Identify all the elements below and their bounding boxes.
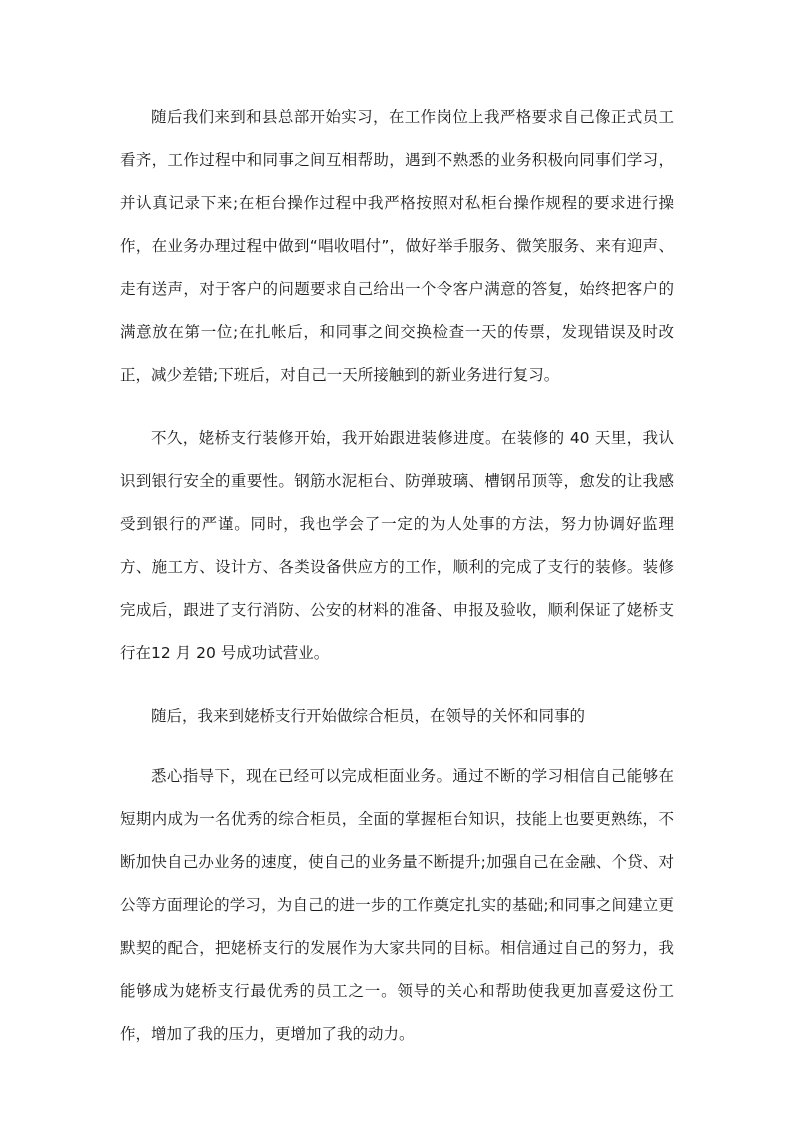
paragraph-teller-intro: 随后，我来到姥桥支行开始做综合柜员，在领导的关怀和同事的	[151, 707, 586, 725]
paragraph-internship: 随后我们来到和县总部开始实习，在工作岗位上我严格要求自己像正式员工看齐，工作过程中和同事之间互相帮助，遇到不熟悉的业务积极向同事们学习，并认真记录下来;在柜台操作过程中我严格按照对私柜台操作规程的要求进行操作，在业务办理过程中做到“唱收唱付”，做好举手服务、微笑服务、来有迎声、走有送声，对于客户的问题要求自己给出一个令客户满意的答复，始终把客户的满意放在第一位;在扎帐后，和同事之间交换检查一天的传票，发现错误及时改正，减少差错;下班后，对自己一天所接触到的新业务进行复习。	[120, 108, 674, 384]
paragraph-teller-growth: 悉心指导下，现在已经可以完成柜面业务。通过不断的学习相信自己能够在短期内成为一名优秀的综合柜员，全面的掌握柜台知识，技能上也要更熟练，不断加快自己办业务的速度，使自己的业务量不断提升;加强自己在金融、个贷、对公等方面理论的学习，为自己的进一步的工作奠定扎实的基础;和同事之间建立更默契的配合，把姥桥支行的发展作为大家共同的目标。相信通过自己的努力，我能够成为姥桥支行最优秀的员工之一。领导的关心和帮助使我更加喜爱这份工作，增加了我的压力，更增加了我的动力。	[120, 767, 674, 1043]
document-body	[120, 96, 674, 1076]
paragraph-renovation: 不久，姥桥支行装修开始，我开始跟进装修进度。在装修的 40 天里，我认识到银行安全的重要性。钢筋水泥柜台、防弹玻璃、槽钢吊顶等，愈发的让我感受到银行的严谨。同时，我也学会了一定的为人处事的方法，努力协调好监理方、施工方、设计方、各类设备供应方的工作，顺利的完成了支行的装修。装修完成后，跟进了支行消防、公安的材料的准备、申报及验收，顺利保证了姥桥支行在12 月 20 号成功试营业。	[120, 429, 674, 662]
